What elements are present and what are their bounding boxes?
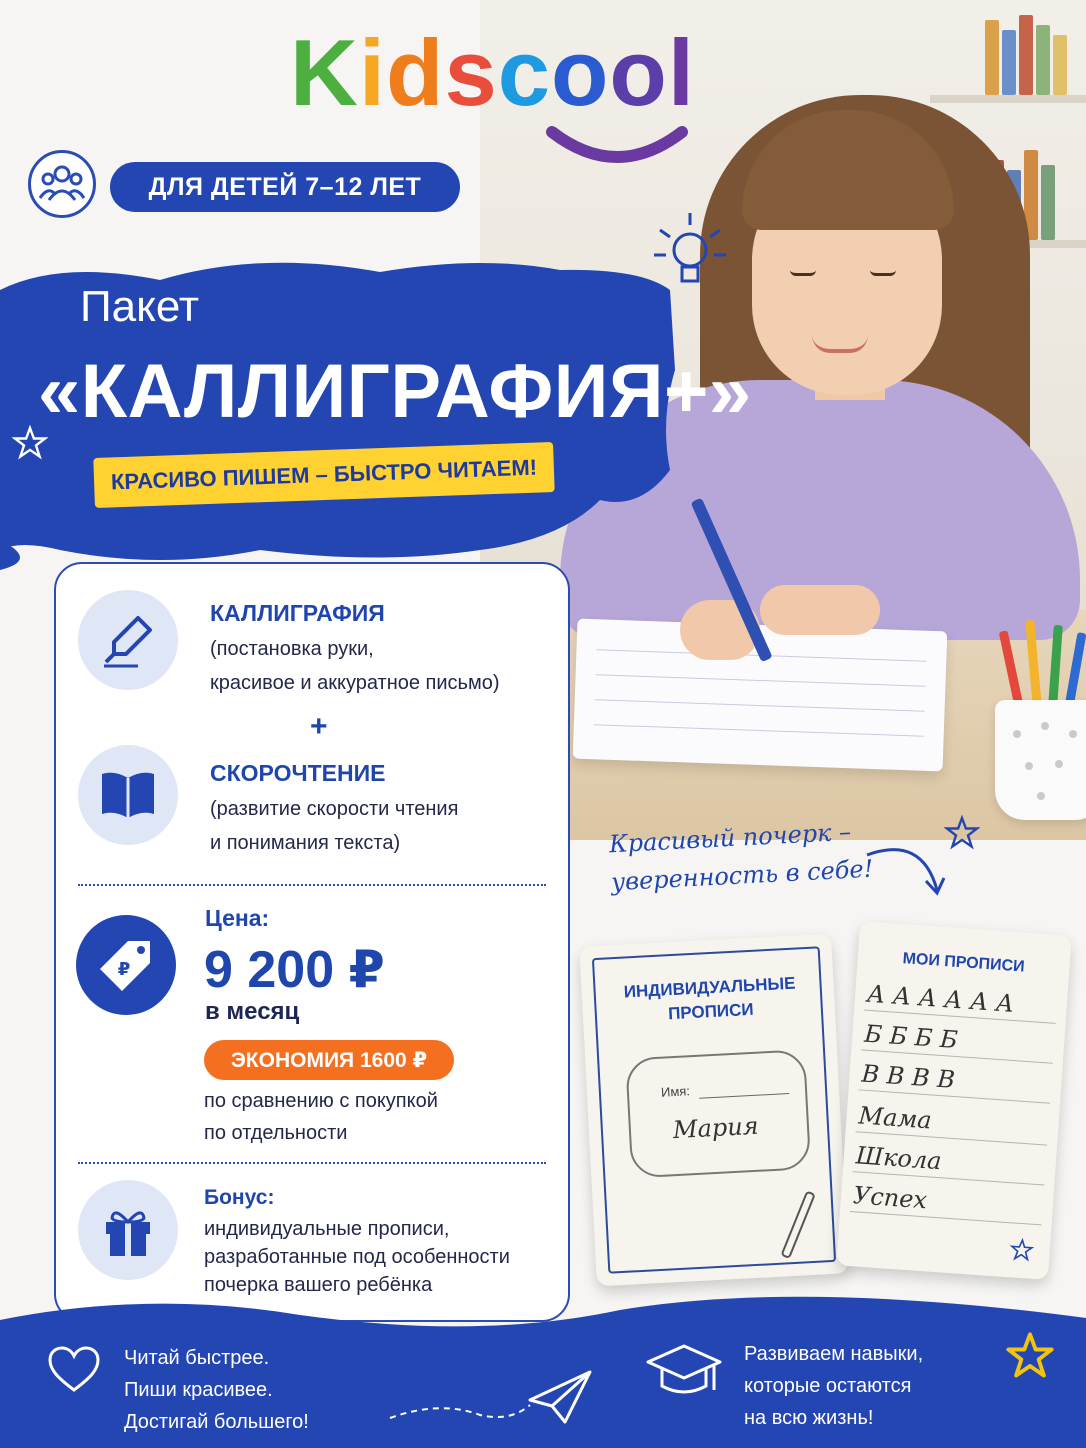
kidscool-logo [290, 18, 730, 148]
age-badge: ДЛЯ ДЕТЕЙ 7–12 ЛЕТ [110, 162, 460, 212]
price-amount: 9 200 ₽ [204, 941, 385, 999]
logo-letter: s [444, 20, 498, 125]
logo-letter: o [609, 20, 668, 125]
tagline-line: Красивый почерк – [608, 817, 852, 859]
star-icon [1009, 1237, 1035, 1263]
speed-reading-title: СКОРОЧТЕНИЕ [210, 760, 386, 786]
logo-letter: o [551, 20, 610, 125]
savings-note: по отдельности [204, 1122, 348, 1144]
calligraphy-title: КАЛЛИГРАФИЯ [210, 600, 385, 626]
paper-plane-icon [380, 1360, 600, 1430]
divider [78, 884, 546, 886]
girl-hand [760, 585, 880, 635]
script-row: Школа [854, 1141, 943, 1176]
curved-arrow-icon [862, 835, 952, 905]
logo-wordmark [290, 18, 695, 128]
book [1002, 30, 1016, 95]
price-tag-icon [76, 915, 176, 1015]
name-label: Имя: [660, 1083, 691, 1100]
bonus-title: Бонус: [204, 1186, 275, 1209]
logo-smile-icon [542, 122, 692, 172]
logo-letter: l [667, 20, 695, 125]
package-slogan: КРАСИВО ПИШЕМ – БЫСТРО ЧИТАЕМ! [110, 454, 538, 495]
gift-icon [78, 1180, 178, 1280]
plus-sign: + [310, 710, 328, 743]
script-row: В В В В [860, 1059, 956, 1094]
girl-eye [870, 270, 896, 276]
fountain-pen-icon [78, 590, 178, 690]
children-group-icon [28, 150, 96, 218]
girl-eye [790, 270, 816, 276]
script-row: А А А А А А [866, 979, 1016, 1018]
package-name: «КАЛЛИГРАФИЯ+» [38, 349, 752, 434]
footer-right-text: Развиваем навыки, которые остаются на всю жизнь! [744, 1343, 924, 1429]
book [1036, 25, 1050, 95]
savings-note: по сравнению с покупкой [204, 1090, 438, 1112]
footer-left-text: Читай быстрее. Пиши красивее. Достигай большего! [124, 1347, 309, 1433]
package-prefix: Пакет [80, 282, 200, 331]
open-book-icon [78, 745, 178, 845]
bonus-desc: разработанные под особенности [204, 1246, 510, 1268]
price-label: Цена: [205, 905, 270, 931]
my-worksheet [836, 921, 1072, 1280]
girl-arm [860, 540, 1070, 630]
calligraphy-desc: красивое и аккуратное письмо) [210, 672, 500, 694]
name-value: Мария [672, 1111, 760, 1145]
pencil-cup [995, 700, 1086, 820]
book [1019, 15, 1033, 95]
star-icon [12, 425, 48, 461]
bookshelf [930, 95, 1086, 103]
pen-icon [780, 1190, 815, 1259]
speed-reading-desc: (развитие скорости чтения [210, 798, 459, 820]
script-row: Б Б Б Б [863, 1019, 959, 1055]
tagline [608, 811, 892, 902]
book [1053, 35, 1067, 95]
worksheet-title: ИНДИВИДУАЛЬНЫЕ ПРОПИСИ [623, 973, 796, 1024]
savings-badge: ЭКОНОМИЯ 1600 ₽ [204, 1040, 454, 1080]
logo-letter: c [497, 20, 551, 125]
script-row: Успех [852, 1181, 928, 1215]
svg-text:₽: ₽ [117, 959, 131, 980]
logo-letter: K [290, 20, 359, 125]
calligraphy-desc: (постановка руки, [210, 638, 374, 660]
graduation-cap-icon [644, 1340, 724, 1408]
logo-letter: d [386, 20, 445, 125]
bonus-desc: почерка вашего ребёнка [204, 1274, 433, 1296]
divider [78, 1162, 546, 1164]
price-period: в месяц [205, 998, 300, 1025]
star-icon [1004, 1330, 1056, 1382]
speed-reading-desc: и понимания текста) [210, 832, 401, 854]
individual-worksheet [579, 934, 848, 1287]
script-row: Мама [857, 1101, 933, 1135]
worksheet-title: МОИ ПРОПИСИ [902, 950, 1026, 976]
book [1041, 165, 1055, 240]
tagline-line: уверенность в себе! [610, 854, 874, 897]
logo-letter: i [358, 20, 387, 125]
bonus-desc: индивидуальные прописи, [204, 1218, 450, 1240]
book [985, 20, 999, 95]
heart-icon [48, 1346, 100, 1394]
